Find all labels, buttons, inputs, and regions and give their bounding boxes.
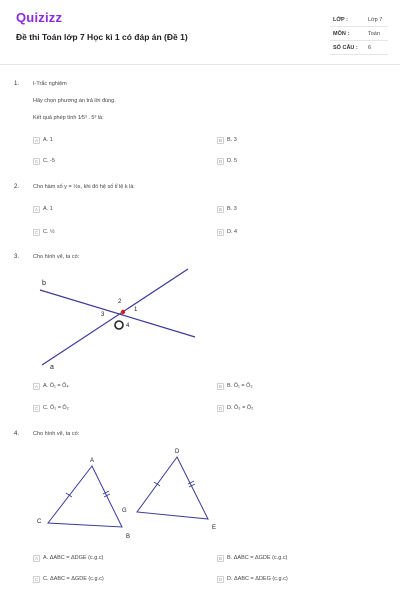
option-text: A. 1 [43,137,53,143]
option-a[interactable] [33,553,103,563]
option-key: D [218,405,223,411]
line-b [40,290,195,337]
intersection-point [121,310,125,314]
intersecting-lines-figure [30,265,230,375]
line-a [42,269,188,365]
option-text: C. ½ [43,229,55,235]
option-d[interactable] [217,574,288,584]
class-value: Lớp 7 [368,17,383,23]
option-key: A [34,383,38,389]
angle-label-1: 1 [134,307,138,313]
option-text: A. ΔABC = ΔDGE (c.g.c) [43,555,104,561]
option-c[interactable] [33,156,55,166]
option-text: C. ΔABC = ΔGDE (c.g.c) [43,576,104,582]
option-key: B [218,383,222,389]
option-b[interactable] [217,135,237,145]
triangle-abc [48,466,122,527]
option-key: D [218,158,223,164]
option-text: D. 5 [227,158,238,164]
option-key: B [218,555,222,561]
vertex-d: D [175,449,180,455]
divider [330,54,388,55]
question-text: Cho hình vẽ, ta có: [33,431,80,437]
angle-label-4: 4 [126,323,130,329]
option-key: A [34,206,38,212]
option-key: C [34,229,39,235]
vertex-g: G [122,508,127,514]
vertex-c: C [37,519,42,525]
option-text: A. Ô₁ = Ô₄ [43,383,69,389]
triangle-dge [137,457,208,519]
option-key: C [34,158,39,164]
vertex-b: B [126,534,131,540]
question-text: Kết quả phép tính 1⁄5³ . 5³ là: [33,115,104,121]
vertex-e: E [212,525,217,531]
option-d[interactable] [217,227,237,237]
angle-marker [115,321,123,329]
option-d[interactable] [217,403,253,413]
question-number: 4. [14,431,20,437]
option-text: C. -5 [43,158,55,164]
question-text: Cho hình vẽ, ta có: [33,254,80,260]
option-b[interactable] [217,553,287,563]
document-title: Đề thi Toán lớp 7 Học kì 1 có đáp án (Đề 1) [16,32,188,42]
question-count-label: SỐ CÂU : [333,45,358,51]
vertex-a: A [90,458,95,464]
divider [330,26,388,27]
option-c[interactable] [33,574,104,584]
question-text: I-Trắc nghiệm [33,81,67,87]
header-divider [0,64,400,65]
question-number: 2. [14,184,20,190]
option-key: D [218,576,223,582]
option-a[interactable] [33,204,53,214]
angle-label-3: 3 [101,312,105,318]
option-c[interactable] [33,227,55,237]
option-text: B. Ô₁ = Ô₃ [227,383,253,389]
option-text: D. 4 [227,229,238,235]
class-label: LỚP : [333,17,348,23]
option-key: A [34,555,38,561]
divider [330,40,388,41]
option-text: B. 3 [227,206,237,212]
option-text: B. 3 [227,137,237,143]
question-text: Cho hàm số y = ½x, khi đó hệ số tỉ lệ k là: [33,184,135,190]
option-text: D. ΔABC = ΔDEG (c.g.c) [227,576,288,582]
option-key: B [218,206,222,212]
quizizz-logo: Quizizz [16,10,63,25]
option-key: C [34,576,39,582]
option-c[interactable] [33,403,69,413]
question-number: 3. [14,254,20,260]
label-a: a [50,364,54,371]
option-key: A [34,137,38,143]
option-a[interactable] [33,135,53,145]
document-header [0,0,400,62]
option-text: D. Ô₃ = Ô₂ [227,405,254,411]
option-a[interactable] [33,381,69,391]
option-text: B. ΔABC = ΔGDE (c.g.c) [227,555,288,561]
option-text: C. Ô₁ = Ô₂ [43,405,69,411]
tick-mark [154,482,160,486]
question-count-value: 6 [368,45,372,51]
angle-label-2: 2 [118,299,122,305]
option-key: B [218,137,222,143]
label-b: b [42,280,46,287]
triangles-figure [30,440,230,545]
subject-label: MÔN : [333,31,350,37]
option-b[interactable] [217,204,237,214]
option-key: D [218,229,223,235]
option-b[interactable] [217,381,253,391]
subject-value: Toán [368,31,380,37]
option-d[interactable] [217,156,237,166]
option-text: A. 1 [43,206,53,212]
option-key: C [34,405,39,411]
question-number: 1. [14,81,20,87]
question-text: Hãy chọn phương án trả lời đúng. [33,98,116,104]
